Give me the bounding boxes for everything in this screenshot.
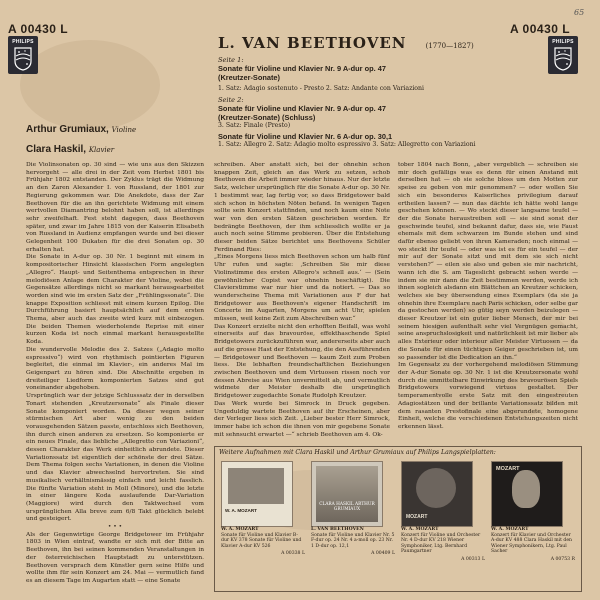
album-number: A 00313 L xyxy=(461,556,485,562)
album-cover-4 xyxy=(491,461,563,527)
work-2-movements: 3. Satz: Finale (Presto) xyxy=(218,122,291,129)
album-composer: W. A. MOZART xyxy=(491,527,529,532)
work-1-movements: 1. Satz: Adagio sostenuto - Presto 2. Satz: Andante con Variazioni xyxy=(218,85,424,92)
album-description: Konzert für Violine und Orchester Nr. 4 D-dur KV 218 Wiener Symphoniker, Ltg. Bernhard Paumgartner xyxy=(401,532,481,555)
paragraph: Das Konzert erzielte nicht den erhofften Beifall, was wohl einerseits auf das bravouröse, effekthaschende Spiel Bridgetowers zurückzuführen war, andererseits aber auch auf die grosse Hast der Entstehung, die den Ausführenden — Bridgetower und Beethoven — kaum Zeit zum Proben liess. Die lebhaften freundschaftlichen Beziehungen zwischen Beethoven und dem Virtuosen rissen noch vor dessen Abreise aus Wien unvermittelt ab, und vermutlich widmete der Meister deshalb die ursprünglich Bridgetower zugedachte Sonate Rudolph Kreutzer. xyxy=(214,323,390,400)
paragraph: „Eines Morgens liess mich Beethoven schon um halb fünf Uhr rufen und sagte: ‚Schreiben Sie mir diese Violinstimme des ersten Allegro's schnell aus.‘ — (Sein gewöhnlicher Copist war ohnehin beschäftigt). Die Clavierstimme war nur hier und da notiert. — Das so wunderscheine Thema mit Variationen aus F dur hat Bridgetower aus Beethoven's eigener Handschrift im Concerte im Augarten, Morgens um acht Uhr, spielen müssen, weil keine Zeit zum Abschreiben war.“ xyxy=(214,254,390,323)
album-caption-2 xyxy=(311,527,395,557)
paragraph: Das Werk wurde bei Simrock in Druck gegeben. Ungeduldig wartete Beethoven auf ihr Erscheinen, aber der Verleger liess sich Zeit. „Lieber bester Herr Simrock, immer habe ich schon die ihnen von mir gegebene Sonate mit sehnsucht erwartet —“ schrieb Beethoven am 4. Ok- xyxy=(214,400,390,438)
album-cover-text: MOZART xyxy=(496,466,520,472)
philips-logo-left xyxy=(8,36,38,74)
album-description: Konzert für Klavier und Orchester A-dur KV 488 Clara Haskil mit den Wiener Symphonikern, Ltg. Paul Sacher xyxy=(491,532,573,555)
work-1-title: Sonate für Violine und Klavier Nr. 9 A-dur op. 47 xyxy=(218,64,386,73)
album-number: A 00338 L xyxy=(281,551,305,557)
composer-header xyxy=(218,33,474,52)
side-1-label: Seite 1: xyxy=(218,56,244,64)
album-cover-text: W. A. MOZART xyxy=(225,508,257,513)
liner-notes-column-2 xyxy=(214,162,390,438)
catalog-number-left: A 00430 L xyxy=(8,22,69,36)
paragraph: Die wundervolle Melodie des 2. Satzes („Adagio molto espressivo“) wird von rhythmisch pointierten Figuren begleitet, die einmal im Klavier-, ein anderes Mal im Geigenpart zu hören sind. Die Abschnitte ergeben in dreiteiliger Liedform komponierten Satzes sind gut voneinander abgehoben. xyxy=(26,346,204,392)
logo-text: PHILIPS xyxy=(552,39,574,45)
liner-notes-column-3 xyxy=(398,162,578,438)
further-recordings-title: Weitere Aufnahmen mit Clara Haskil und Arthur Grumiaux auf Philips Langspielplatten: xyxy=(219,449,496,456)
paragraph: tober 1804 nach Bonn, „aber vergeblich — schreiben sie mir doch gefälligs was es denn für einen Anstand mit derselben hat — ob sie solche bloss um den Motten zur speise zu geben von mir genommen? — oder wollen Sie sich ein besonderes Kaiserliches privilegium darauf ertheilen lassen? — nun das dächte ich hätte wohl lange geschehen können. — Wo steckt dieser langsame teufel — der die Sonate heraustreiben soll — sie sind sonst der geschwinde teufel, sind bekannt dafur, dass sie, wie Faust ehemals mit dem schwarzen im Bunde stehen und sind dafür ebenso geliebt von ihren Kameraden; noch einmal — wo steckt ihr teufel — oder was ist es für ein teufel — der mir auf der Sonate sitzt und mit dem sie sich nicht verstehen?“ — eilen sie also und geben sie mir nachricht, wann ich die S. am Tageslicht gebracht sehen werde — indem sie mir dann die Zeit bestimmen werden, werde ich ihnen sogleich alsdann ein Blättchen an Kreutzer schicken, welches sie bey übersendung eines Exemplars (da sie ja ohnehin ihre Exemplare nach Paris schicken, oder selbe gar da gestochen werden) so gütig seyn werden beizulegen — dieser Kreutzer ist ein guter lieber Mensch, der mir bei seinem hiesigen aufenthalt sehr viel Vergnügen gemacht, seine anspruchslosigkeit und natürlichkeit ist mir lieber als alles Exterieur oder interieur aller Meister Virtuosen — da die Sonate für einen tüchtigen Geiger geschrieben ist, um so passender ist die Dedication an ihn.“ xyxy=(398,162,578,361)
album-cover-3 xyxy=(401,461,473,527)
philips-logo-right xyxy=(548,36,578,74)
program-listing xyxy=(218,56,548,148)
liner-notes-column-1 xyxy=(26,162,204,594)
album-cover-1 xyxy=(221,461,293,527)
paragraph: Im Gegensatz zu der vorhergehend melodiösen Stimmung der A-dur Sonate op. 30 Nr. 1 ist die Kreutzersonate wohl durch die unmittelbare Einwirkung des bravourösen Spiels Bridgetowers vorwiegend virtuos gestaltet. Der temperamentvolle erste Satz mit den eingestreuten Adagiostätzen und der brillante Variationssatz bilden mit dem rasanten Prestofinale eine abgerundete, homogene Einheit, welche die verschiedenen Entstehungszeiten nicht erkennen lässt. xyxy=(398,362,578,430)
work-2-subtitle: (Kreutzer-Sonate) (Schluss) xyxy=(218,113,316,122)
work-2-title: Sonate für Violine und Klavier Nr. 9 A-dur op. 47 xyxy=(218,104,386,113)
work-1-subtitle: (Kreutzer-Sonate) xyxy=(218,73,281,82)
artist-name: Clara Haskil, xyxy=(26,144,87,155)
artist-name: Arthur Grumiaux, xyxy=(26,124,109,135)
album-caption-4 xyxy=(491,527,575,563)
work-3-title: Sonate für Violine und Klavier Nr. 6 A-dur op. 30,1 xyxy=(218,132,393,141)
work-3-movements: 1. Satz: Allegro 2. Satz: Adagio molto espressivo 3. Satz: Allegretto con Variazioni xyxy=(218,141,476,148)
paragraph: schreiben. Aber anstatt sich, bei der ohnehin schon knappen Zeit, gleich an das Werk zu setzen, schob Beethoven die Arbeit immer wieder hinaus. Nur der letzte Satz, welcher ursprünglich für die Sonate A-dur op. 30 Nr. 1 bestimmt war, lag fertig vor, so dass Bridgetower bald sich schon in höchsten Nöten befand. In wenigen Tagen sollte sein Konzert stattfinden, und noch kaum eine Note war von den ersten Sätzen geschrieben worden. Er bedrängte Beethoven, der ihm schliesslich wollte er ja auch noch seine Stimme probieren. Über die Entstehung dieser beiden Sätze berichtet uns Beethovens Schüler Ferdinand Ries: xyxy=(214,162,390,253)
artist-grumiaux xyxy=(26,124,136,135)
further-recordings-box xyxy=(214,446,582,592)
album-caption-3 xyxy=(401,527,485,563)
catalog-number-right: A 00430 L xyxy=(510,22,571,36)
paragraph: Die Sonate in A-dur op. 30 Nr. 1 beginnt mit einem in kompositorischer Hinsicht klassischen Form angelegten „Allegro“. Haupt- und Seitenthema entsprechen in ihrer melodiösen Anlage dem Charakter der Violine, wobei die Gegensätze allerdings nicht so markant herausgearbeitet worden sind wie im ersten Satz der „Frühlingssonate“. Die knappe Exposition schliesst mit einem kurzen Epilog. Die Durchführung basiert hauptsächlich auf dem ersten Thema, aber auch das zweite wird kurz mit einbezogen. Die beiden Themen wiederholende Reprise mit einer kurzen Koda ist noch einmal markant herausgestellte Koda. xyxy=(26,254,204,346)
album-description: Sonate für Violine und Klavier Nr. 5 F-dur op. 24 Nr. 4 a-moll op. 23 Nr. 1 D-dur op. 12,1 xyxy=(311,532,395,549)
album-cover-text: MOZART xyxy=(406,514,428,520)
logo-text: PHILIPS xyxy=(12,39,34,45)
composer-name: L. VAN BEETHOVEN xyxy=(218,34,407,52)
album-composer: W. A. MOZART xyxy=(401,527,439,532)
artist-instrument: Klavier xyxy=(88,146,115,154)
philips-shield-icon xyxy=(13,47,33,71)
paragraph: Ursprünglich war der jetzige Schlusssatz der in derselben Tonart stehenden „Kreutzersonate“ als Finale dieser Sonate komponiert worden. Da dieser wegen seiner stürmischen Art aber wenig zu den beiden vorausgehenden Sätzen passte, entschloss sich Beethoven, ihn durch einen anderen zu ersetzen. So komponierte er ein neues Finale, das liebliche „Allegretto con Variazioni“, dessen Charakter das Werk einheitlich abrundete. Dieser Variationssatz ist eigentlich der schönste der drei Sätze. Dem Thema folgen sechs Variationen, in denen die Violine und das Klavier abwechselnd hervortreten. Sie sind musikalisch verhältnismässig einfach und leicht fasslich. Die fünfte Variation steht in Moll (Minore), und die letzte in einer längere Koda auslaufende Dar-Variation (Maggiore) wird durch den Taktwechsel vom ursprünglichen Alla breve zum 6/8 Takt glücklich belebt und gesteigert. xyxy=(26,393,204,523)
album-cover-2 xyxy=(311,461,383,527)
philips-shield-icon xyxy=(553,47,573,71)
album-number: A 00409 L xyxy=(371,551,395,557)
paragraph: Als der Gegenwirtige George Bridgetower im Frühjahr 1803 in Wien eintraf, wandte er sich mit der Bitte an Beethoven, ihn bei seinen kommenden Veranstaltungen in der österreichischen Hauptstadt zu unterstützen. Beethoven versprach dem Künstler gern seine Hilfe und wollte ihm für sein Konzert am 24. Mai — vermutlich fand es an diesem Tage im Augarten statt — eine Sonate xyxy=(26,531,204,584)
album-caption-1 xyxy=(221,527,305,557)
handwritten-note: 65 xyxy=(574,8,585,17)
album-description: Sonate für Violine und Klavier B-dur KV 378 Sonate für Violine und Klavier A-dur KV 526 xyxy=(221,532,302,549)
composer-dates: (1770—1827) xyxy=(425,42,474,50)
album-number: A 00753 R xyxy=(550,556,575,562)
artist-instrument: Violine xyxy=(111,126,137,134)
paragraph: Die Violinsonaten op. 30 sind — wie uns aus den Skizzen hervorgeht — alle drei in der Zeit vom Herbst 1801 bis Frühjahr 1802 entstanden. Der Zyklus trägt die Widmung an den Zaren Alexander I. von Russland, der 1801 zur Regierung gekommen war. Die Anekdote, dass der Zar Beethoven für die an ihn gerichtete Widmung mit einem wertvollen Diamantring belohnt haben soll, ist allerdings sehr zweifelhaft. Fest steht dagegen, dass Beethoven später, und zwar im Jahre 1815 von der Kaiserin Elisabeth von Russland in Audienz empfangen wurde und bei dieser Gelegenheit 100 Dukaten für die drei Sonaten op. 30 erhalten hat. xyxy=(26,162,204,253)
album-composer: W. A. MOZART xyxy=(221,527,259,532)
album-composer: L. VAN BEETHOVEN xyxy=(311,527,364,532)
section-divider: • • • xyxy=(107,524,123,531)
side-2-label: Seite 2: xyxy=(218,96,244,104)
album-cover-text: CLARA HASKIL ARTHUR GRUMIAUX xyxy=(319,502,375,512)
artist-haskil xyxy=(26,144,114,155)
